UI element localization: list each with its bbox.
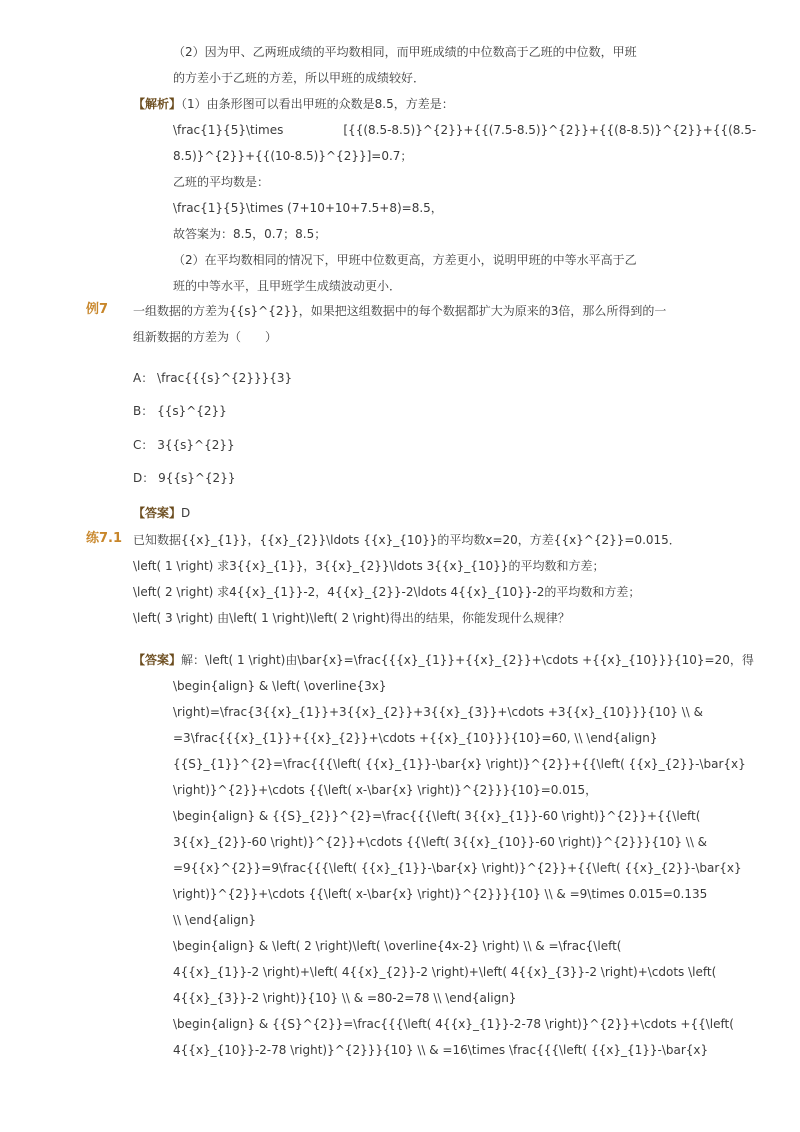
answer-block: [133, 652, 754, 668]
answer-line: \right)=\frac{3{{x}_{1}}+3{{x}_{2}}+3{{x}_{3}}+\cdots +3{{x}_{10}}}{10} \\ &: [173, 705, 703, 719]
formula-part: \frac{1}{5}\times: [173, 123, 284, 137]
answer-line: \begin{align} & {{S}_{2}}^{2}=\frac{{{\left( 3{{x}_{1}}-60 \right)}^{2}}+{{\left(: [173, 809, 701, 823]
option-key: D：: [133, 471, 155, 485]
option-a: [133, 370, 292, 386]
question-line: 组新数据的方差为（ ）: [133, 330, 278, 344]
answer-line: 解：\left( 1 \right)由\bar{x}=\frac{{{x}_{1}}+{{x}_{2}}+\cdots +{{x}_{10}}}{10}=20，得: [181, 653, 754, 667]
analysis-line: [173, 122, 756, 138]
option-key: C：: [133, 438, 154, 452]
answer-line: \begin{align} & {{S}^{2}}=\frac{{{\left( 4{{x}_{1}}-2-78 \right)}^{2}}+\cdots +{{\left(: [173, 1017, 734, 1031]
analysis-line: 乙班的平均数是：: [173, 175, 270, 189]
practice-line: \left( 2 \right) 求4{{x}_{1}}-2，4{{x}_{2}}-2\ldots 4{{x}_{10}}-2的平均数和方差；: [133, 585, 641, 599]
example-label: 例7: [86, 302, 109, 317]
answer-line: \begin{align} & \left( \overline{3x}: [173, 679, 387, 693]
answer-line: \right)}^{2}}+\cdots {{\left( x-\bar{x} \right)}^{2}}}{10} \\ & =9\times 0.015=0.135: [173, 887, 708, 901]
answer-line: 4{{x}_{10}}-2-78 \right)}^{2}}}{10} \\ & =16\times \frac{{{\left( {{x}_{1}}-\bar{x}: [173, 1043, 709, 1057]
option-key: A：: [133, 371, 154, 385]
practice-label: 练7.1: [86, 531, 123, 546]
analysis-line: （1）由条形图可以看出甲班的众数是8.5，方差是：: [181, 97, 454, 111]
answer-line: 3{{x}_{2}}-60 \right)}^{2}}+\cdots {{\left( 3{{x}_{10}}-60 \right)}^{2}}}{10} \\ &: [173, 835, 708, 849]
answer-line: \\ \end{align}: [173, 913, 257, 927]
option-text: {{s}^{2}}: [157, 404, 227, 418]
answer-line: {{S}_{1}}^{2}=\frac{{{\left( {{x}_{1}}-\bar{x} \right)}^{2}}+{{\left( {{x}_{2}}-\bar{x}: [173, 757, 746, 771]
solution-line: 的方差小于乙班的方差，所以甲班的成绩较好．: [173, 71, 426, 85]
analysis-line: 班的中等水平，且甲班学生成绩波动更小．: [173, 279, 402, 293]
answer-line: 4{{x}_{3}}-2 \right)}{10} \\ & =80-2=78 \\ \end{align}: [173, 991, 517, 1005]
option-text: 3{{s}^{2}}: [157, 438, 235, 452]
option-key: B：: [133, 404, 154, 418]
analysis-line: 8.5)}^{2}}+{{(10-8.5)}^{2}}]=0.7；: [173, 149, 413, 163]
option-b: [133, 403, 227, 419]
option-c: [133, 437, 235, 453]
option-text: \frac{{{s}^{2}}}{3}: [157, 371, 293, 385]
analysis-tag: 【解析】: [133, 97, 182, 111]
solution-line: （2）因为甲、乙两班成绩的平均数相同，而甲班成绩的中位数高于乙班的中位数，甲班: [173, 45, 637, 59]
answer-line: \begin{align} & \left( 2 \right)\left( \overline{4x-2} \right) \\ & =\frac{\left(: [173, 939, 622, 953]
answer-line: \right)}^{2}}+\cdots {{\left( x-\bar{x} \right)}^{2}}}{10}=0.015，: [173, 783, 598, 797]
option-d: [133, 470, 235, 486]
answer-line: =9{{x}^{2}}=9\frac{{{\left( {{x}_{1}}-\bar{x} \right)}^{2}}+{{\left( {{x}_{2}}-\bar{x}: [173, 861, 742, 875]
analysis-block: [133, 96, 454, 112]
answer-value: D: [181, 506, 191, 520]
formula-part: [{{(8.5-8.5)}^{2}}+{{(7.5-8.5)}^{2}}+{{(8-8.5)}^{2}}+{{(8.5-: [343, 123, 757, 137]
option-text: 9{{s}^{2}}: [158, 471, 236, 485]
practice-line: 已知数据{{x}_{1}}，{{x}_{2}}\ldots {{x}_{10}}的平均数x=20，方差{{x}^{2}}=0.015．: [133, 533, 681, 547]
practice-line: \left( 3 \right) 由\left( 1 \right)\left( 2 \right)得出的结果，你能发现什么规律？: [133, 611, 570, 625]
analysis-line: \frac{1}{5}\times (7+10+10+7.5+8)=8.5，: [173, 201, 443, 215]
analysis-line: （2）在平均数相同的情况下，甲班中位数更高，方差更小，说明甲班的中等水平高于乙: [173, 253, 637, 267]
analysis-line: 故答案为：8.5，0.7；8.5；: [173, 227, 327, 241]
question-line: 一组数据的方差为{{s}^{2}}，如果把这组数据中的每个数据都扩大为原来的3倍，那么所得到的一: [133, 304, 667, 318]
answer-line: 4{{x}_{1}}-2 \right)+\left( 4{{x}_{2}}-2 \right)+\left( 4{{x}_{3}}-2 \right)+\cdots \left(: [173, 965, 717, 979]
answer-line: =3\frac{{{x}_{1}}+{{x}_{2}}+\cdots +{{x}_{10}}}{10}=60, \\ \end{align}: [173, 731, 658, 745]
answer-row: [133, 505, 190, 521]
practice-line: \left( 1 \right) 求3{{x}_{1}}，3{{x}_{2}}\ldots 3{{x}_{10}}的平均数和方差；: [133, 559, 605, 573]
answer-tag: 【答案】: [133, 653, 182, 667]
answer-tag: 【答案】: [133, 506, 182, 520]
